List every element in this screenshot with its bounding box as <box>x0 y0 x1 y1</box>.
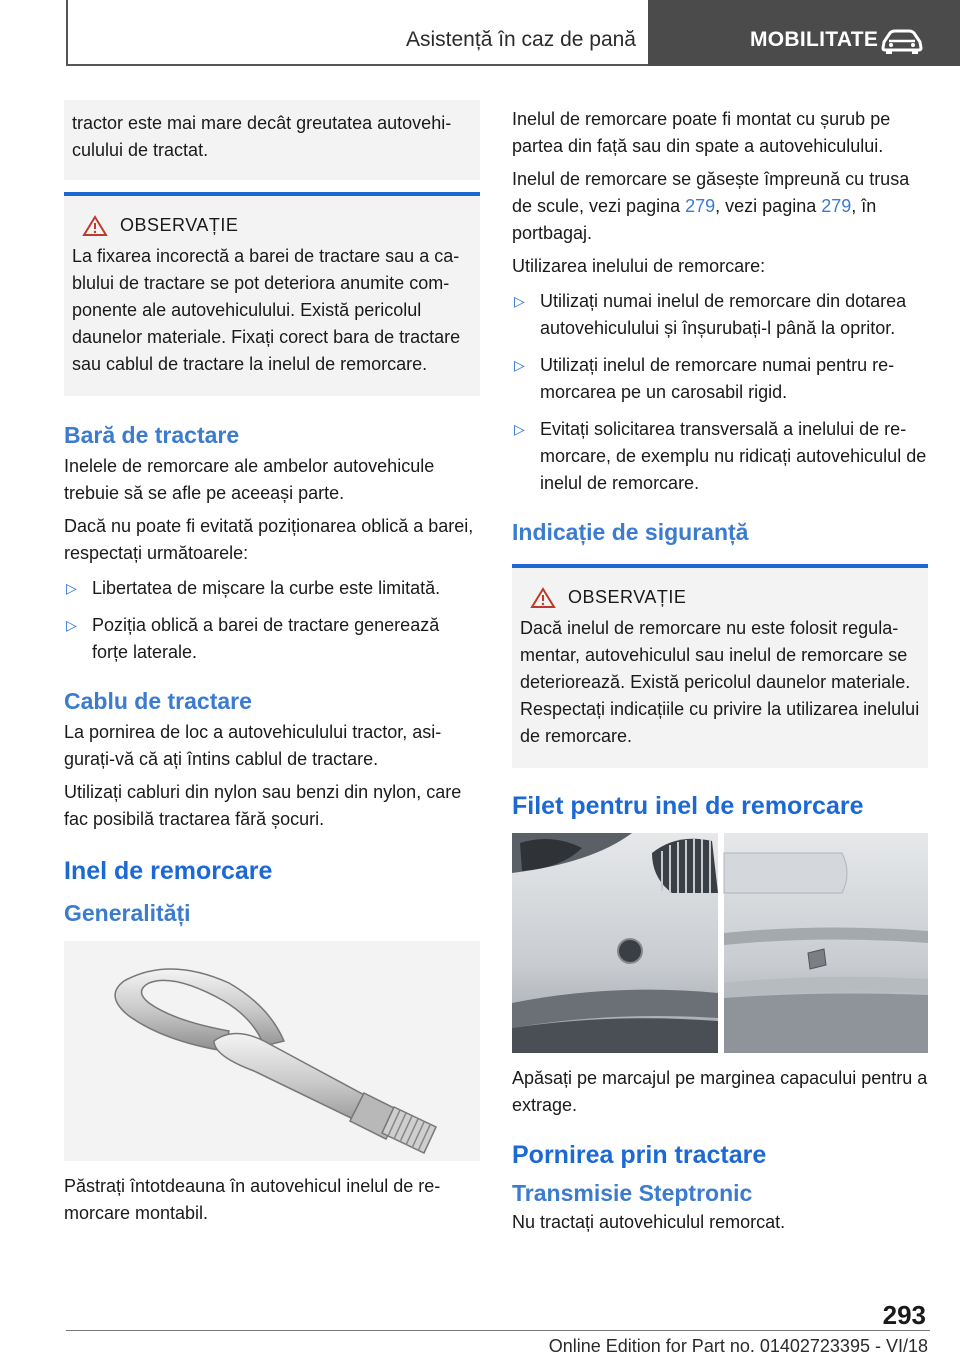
heading-pornirea-prin-tractare: Pornirea prin tractare <box>512 1141 767 1169</box>
paragraph: La pornirea de loc a autovehiculului tractor, asigurați-vă că ați întins cablul de tractare. <box>64 722 442 769</box>
paragraph-page-refs: Inelul de remorcare se găsește împreună cu trusa de scule, vezi pagina 279, vezi pagina 279, în portbagaj. <box>512 169 910 243</box>
notice-box-usage <box>512 564 928 768</box>
list-item: ▷ Libertatea de mișcare la curbe este limitată. <box>64 575 480 602</box>
tow-eye-image <box>64 941 480 1161</box>
paragraph: Utilizați cabluri din nylon sau benzi din nylon, care fac posibilă tractarea fără șocuri. <box>64 782 462 829</box>
list-item: ▷ Evitați solicitarea transversală a inelului de remorcare, de exemplu nu ridicați autovehiculul de inelul de remorcare. <box>512 416 928 497</box>
heading-indicatie-de-siguranta: Indicație de siguranță <box>512 519 749 545</box>
triangle-bullet-icon: ▷ <box>514 357 525 373</box>
left-column <box>64 100 480 1233</box>
warning-triangle-icon <box>82 215 108 237</box>
heading-generalitati: Generalități <box>64 900 191 926</box>
notice-text: Dacă inelul de remorcare nu este folosit regulamentar, autovehiculul sau inelul de remorcare se deteriorează. Există pericolul daunelor materiale. Respectați indicațiile cu privire la utilizarea inelului de remorcare. <box>520 618 920 746</box>
list-item: ▷ Utilizați numai inelul de remorcare din dotarea autovehiculului și înșurubați-l până la opritor. <box>512 288 928 342</box>
header-bottom-rule <box>66 64 648 66</box>
image-caption: Apăsați pe marcajul pe marginea capacului pentru a extrage. <box>512 1068 928 1115</box>
triangle-bullet-icon: ▷ <box>66 617 77 633</box>
heading-inel-de-remorcare: Inel de remorcare <box>64 857 273 885</box>
bumper-photo <box>512 833 928 1053</box>
intro-text: tractor este mai mare decât greutatea autovehiculului de tractat. <box>72 113 452 160</box>
right-column <box>512 106 928 1242</box>
paragraph: Inelul de remorcare poate fi montat cu șurub pe partea din față sau din spate a autovehiculului. <box>512 109 891 156</box>
list-item: ▷ Utilizați inelul de remorcare numai pentru remorcarea pe un carosabil rigid. <box>512 352 928 406</box>
intro-continuation-box <box>64 100 480 180</box>
car-icon <box>880 28 924 54</box>
page-number: 293 <box>882 1300 926 1330</box>
header-left-rule <box>66 0 68 66</box>
heading-transmisie-steptronic: Transmisie Steptronic <box>512 1180 753 1206</box>
notice-title-label: OBSERVAȚIE <box>568 587 687 607</box>
notice-title <box>72 212 472 239</box>
page-link-279-second[interactable]: 279 <box>821 196 852 216</box>
tow-eye-illustration <box>64 941 480 1161</box>
heading-filet-inel-remorcare: Filet pentru inel de remorcare <box>512 792 864 820</box>
paragraph: Inelele de remorcare ale ambelor autovehicule trebuie să se afle pe aceeași parte. <box>64 456 435 503</box>
footer-rule <box>66 1330 930 1331</box>
header-chapter-label: MOBILITATE <box>750 28 879 51</box>
notice-box-fixing <box>64 192 480 396</box>
paragraph: Dacă nu poate fi evitată poziționarea oblică a barei, respectați următoarele: <box>64 516 474 563</box>
notice-title-label: OBSERVAȚIE <box>120 215 239 235</box>
header-section-title: Asistență în caz de pană <box>406 28 636 51</box>
heading-bara-de-tractare: Bară de tractare <box>64 422 240 448</box>
warning-triangle-icon <box>530 587 556 609</box>
paragraph: Nu tractați autovehiculul remorcat. <box>512 1212 786 1232</box>
image-caption: Păstrați întotdeauna în autovehicul inelul de remorcare montabil. <box>64 1176 441 1223</box>
list-item: ▷ Poziția oblică a barei de tractare generează forțe laterale. <box>64 612 480 666</box>
notice-title <box>520 584 920 611</box>
triangle-bullet-icon: ▷ <box>66 580 77 596</box>
paragraph: Utilizarea inelului de remorcare: <box>512 256 766 276</box>
triangle-bullet-icon: ▷ <box>514 421 525 437</box>
notice-text: La fixarea incorectă a barei de tractare sau a cablului de tractare se pot deteriora anumite componente ale autovehiculului. Există pericolul daunelor materiale. Fixați corect bara de tractare sau cablul de tractare la inelul de remorcare. <box>72 246 461 374</box>
triangle-bullet-icon: ▷ <box>514 293 525 309</box>
page-link-279[interactable]: 279 <box>685 196 716 216</box>
footer-edition: Online Edition for Part no. 01402723395 - VI/18 <box>548 1336 928 1356</box>
heading-cablu-de-tractare: Cablu de tractare <box>64 688 252 714</box>
bumper-image <box>512 833 928 1053</box>
